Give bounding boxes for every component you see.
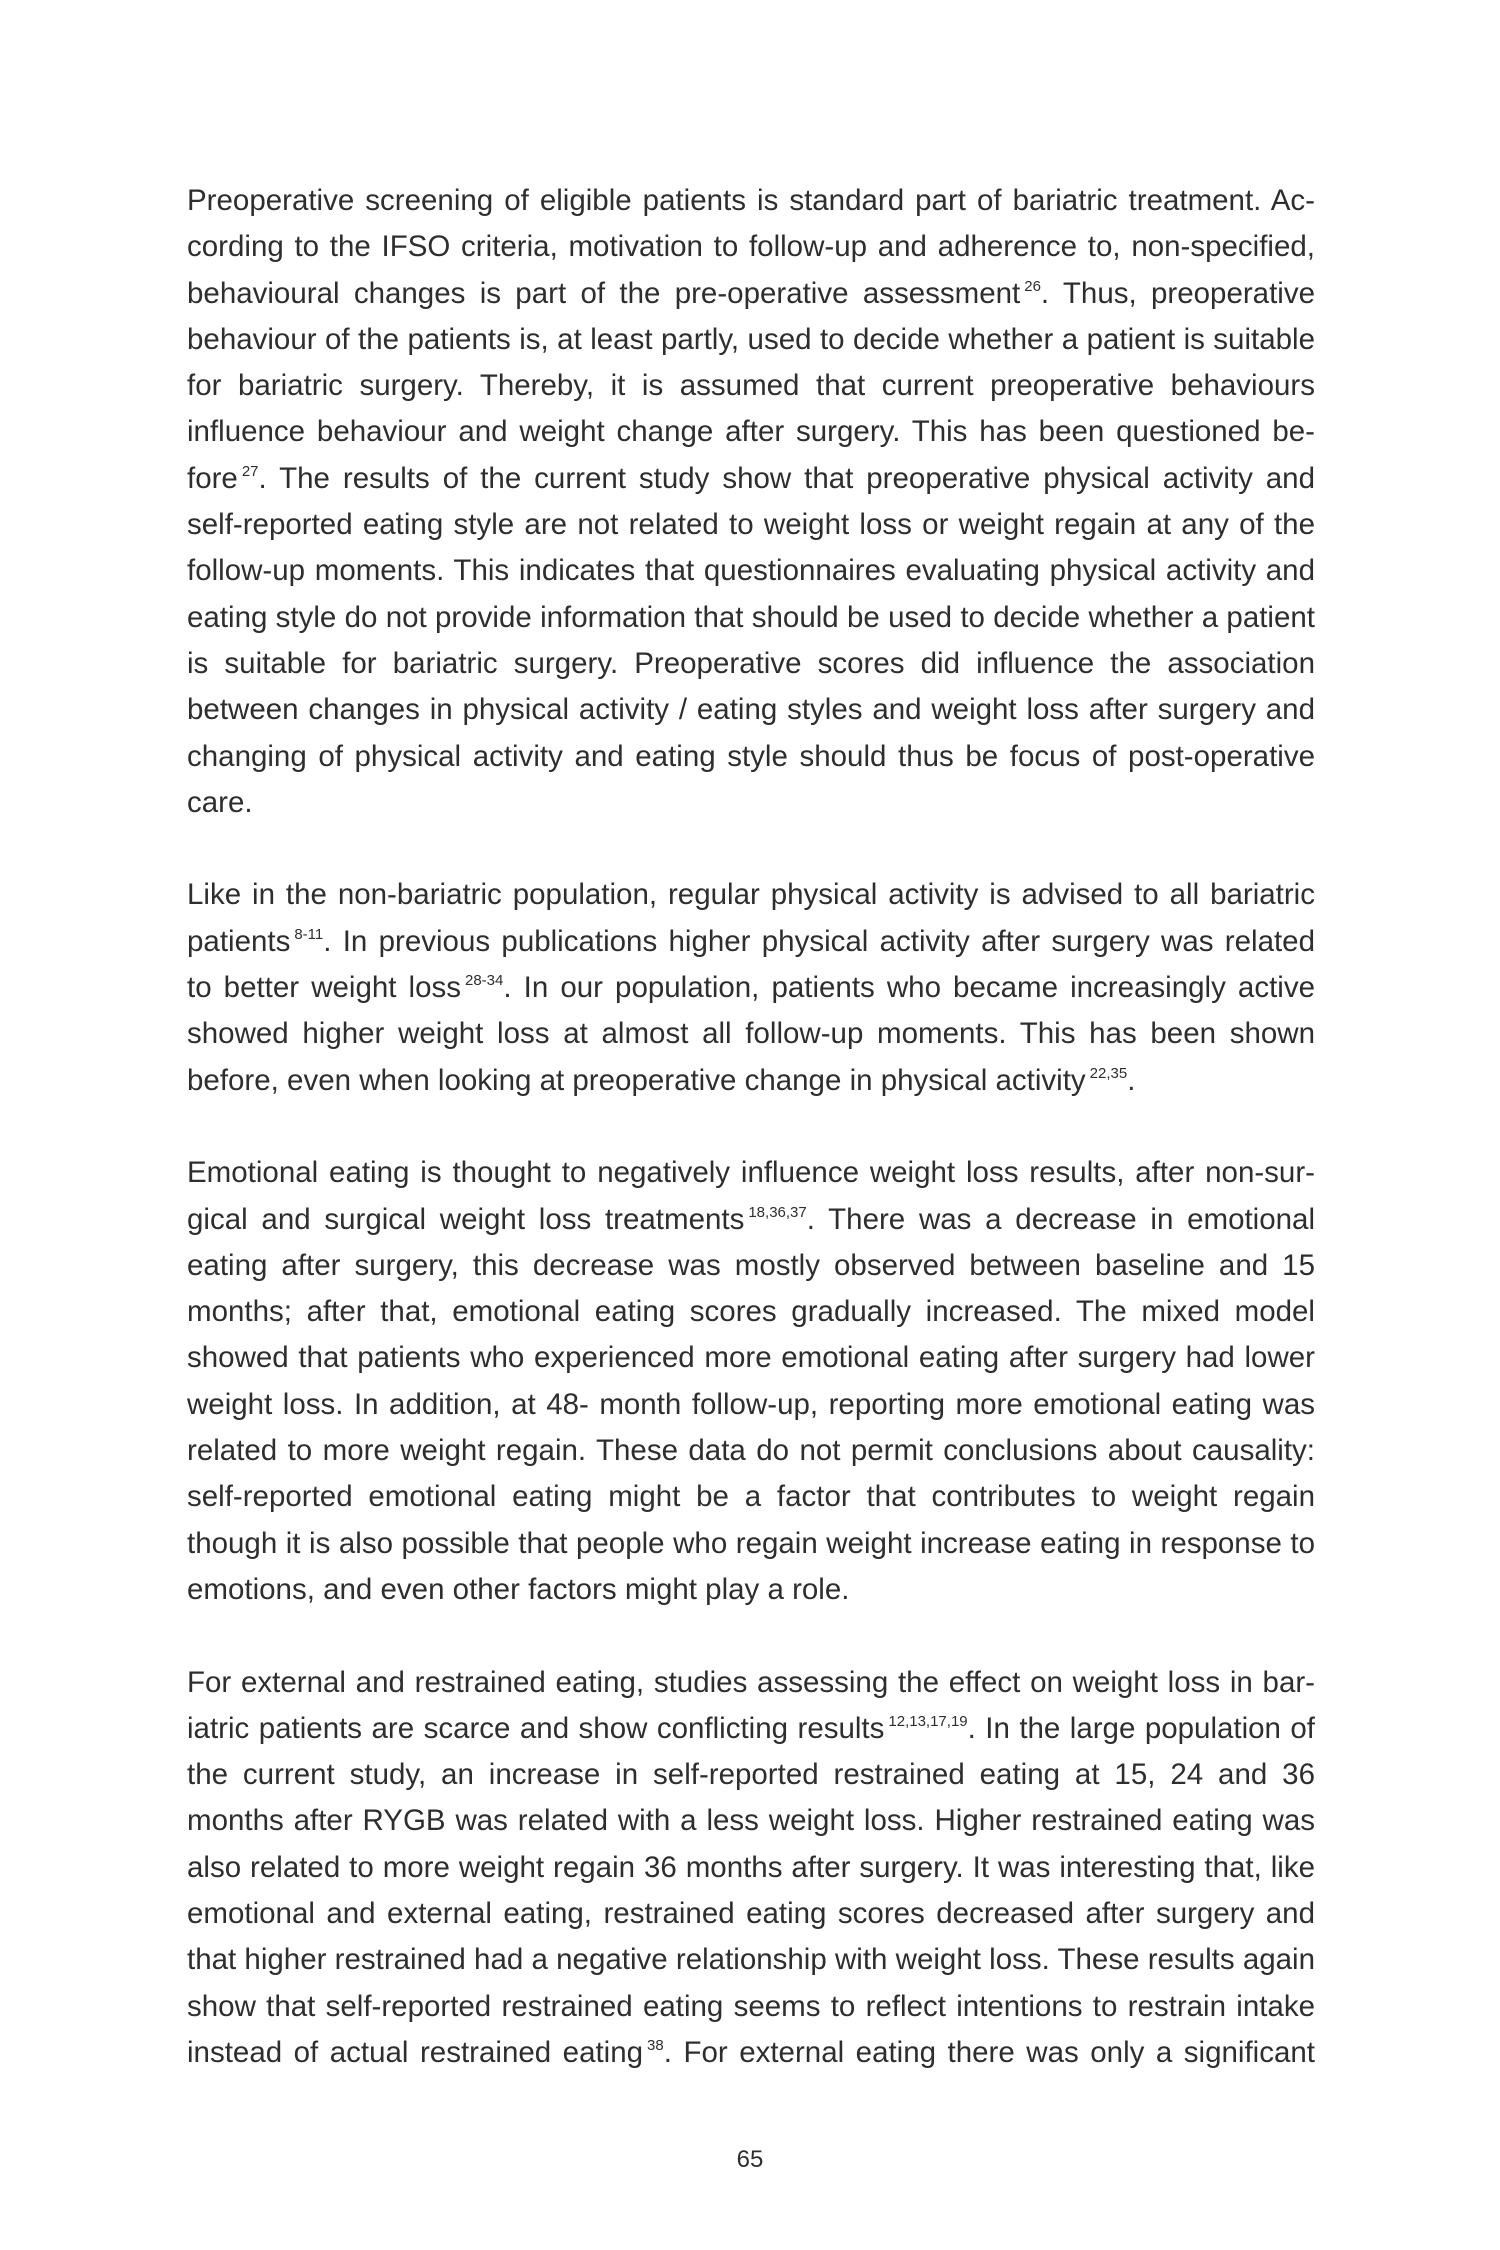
text-segment: . In previous publications higher physical activity after surgery was related to better weight loss bbox=[187, 924, 1315, 1005]
citation-reference: 27 bbox=[241, 462, 259, 480]
text-segment: Like in the non-bariatric population, regular physical activity is advised to all bariatric patients bbox=[187, 878, 1315, 958]
paragraph-physical-activity bbox=[187, 872, 1315, 1103]
paragraph-emotional-eating bbox=[187, 1150, 1315, 1613]
text-segment: . The results of the current study show that preoperative physical activity and self-reported eating style are not related to weight loss or weight regain at any of the follow-up moments. This indicates that questionnaires evaluating physical activity and eating style do not provide information that should be used to decide whether a patient is suitable for bariatric surgery. Preoperative scores did influence the association between changes in physical activity / eating styles and weight loss after surgery and changing of physical activity and eating style should thus be focus of post-operative care. bbox=[187, 461, 1315, 819]
citation-reference: 26 bbox=[1024, 277, 1041, 295]
text-segment: For external and restrained eating, studies assessing the effect on weight loss in bariatric patients are scarce and show conflicting results bbox=[187, 1665, 1315, 1745]
citation-reference: 22,35 bbox=[1089, 1064, 1128, 1082]
text-segment: . There was a decrease in emotional eating after surgery, this decrease was mostly observed between baseline and 15 months; after that, emotional eating scores gradually increased. The mixed model showed that patients who experienced more emotional eating after surgery had lower weight loss. In addition, at 48- month follow-up, reporting more emotional eating was related to more weight regain. These data do not permit conclusions about causality: self-reported emotional eating might be a factor that contributes to weight regain though it is also possible that people who regain weight increase eating in response to emotions, and even other factors might play a role. bbox=[187, 1202, 1315, 1606]
text-segment: . For external eating there was only a significant bbox=[663, 2035, 1315, 2069]
citation-reference: 12,13,17,19 bbox=[888, 1712, 968, 1730]
citation-reference: 28-34 bbox=[465, 972, 504, 990]
text-segment: . In our population, patients who became increasingly active showed higher weight loss at almost all follow-up moments. This has been shown before, even when looking at preoperative change in physical activity bbox=[187, 971, 1315, 1097]
body-text bbox=[187, 178, 1315, 2076]
citation-reference: 38 bbox=[647, 2036, 664, 2054]
text-segment: . bbox=[1127, 1063, 1136, 1097]
text-segment: Emotional eating is thought to negatively influence weight loss results, after non-surgical and surgical weight loss treatments bbox=[187, 1156, 1315, 1236]
citation-reference: 18,36,37 bbox=[748, 1203, 807, 1221]
paragraph-preoperative-screening bbox=[187, 178, 1315, 826]
text-segment: Preoperative screening of eligible patients is standard part of bariatric treatment. According to the IFSO criteria, motivation to follow-up and adherence to, non-specified, behavioural changes is part of the pre-operative assessment bbox=[187, 184, 1315, 310]
text-segment: . In the large population of the current study, an increase in self-reported restrained eating at 15, 24 and 36 months after RYGB was related with a less weight loss. Higher restrained eating was also related to more weight regain 36 months after surgery. It was interesting that, like emotional and external eating, restrained eating scores decreased after surgery and that higher restrained had a negative relationship with weight loss. These results again show that self-reported restrained eating seems to reflect intentions to restrain intake instead of actual restrained eating bbox=[187, 1711, 1316, 2069]
citation-reference: 8-11 bbox=[294, 925, 324, 943]
paragraph-external-restrained-eating bbox=[187, 1660, 1315, 2077]
page-number: 65 bbox=[736, 2146, 764, 2173]
text-segment: . Thus, preoperative behaviour of the patients is, at least partly, used to decide whether a patient is suitable for bariatric surgery. Thereby, it is assumed that current preoperative behaviours influence behaviour and weight change after surgery. This has been questioned before bbox=[187, 276, 1315, 495]
